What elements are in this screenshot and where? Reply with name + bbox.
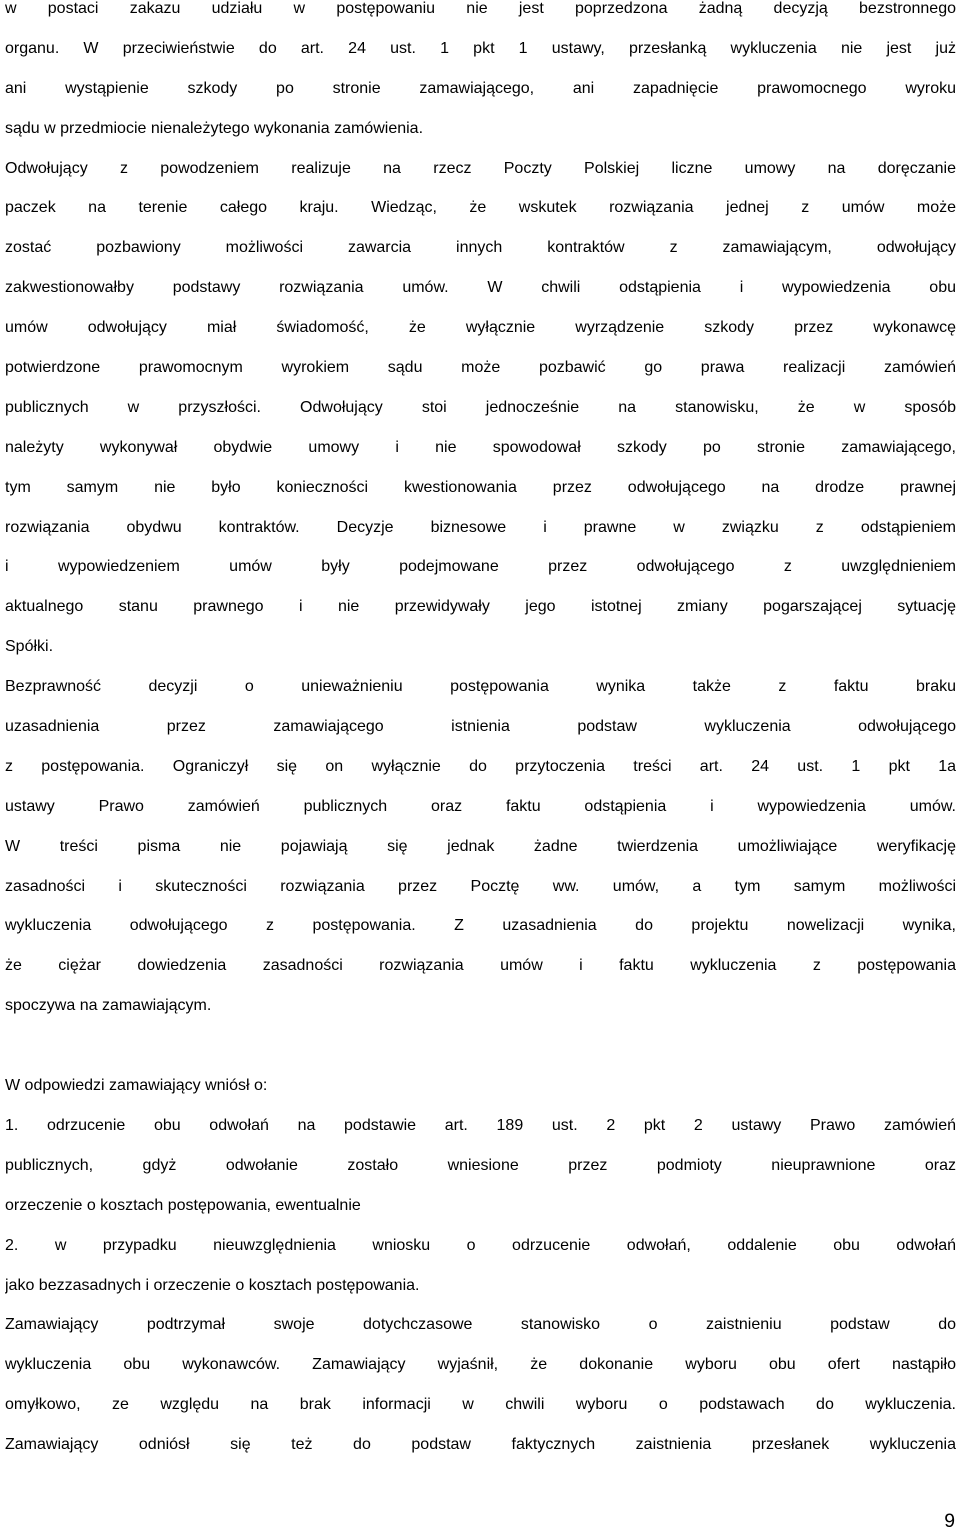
text-line: zakwestionowałby podstawy rozwiązania umów. W chwili odstąpienia i wypowiedzenia obu bbox=[5, 279, 956, 297]
text-line: omyłkowo, ze względu na brak informacji w chwili wyboru o podstawach do wykluczenia. bbox=[5, 1396, 956, 1414]
text-line: w postaci zakazu udziału w postępowaniu nie jest poprzedzona żadną decyzją bezstronnego bbox=[5, 0, 956, 17]
text-line: wykluczenia odwołującego z postępowania. Z uzasadnienia do projektu nowelizacji wynika, bbox=[5, 917, 956, 935]
text-line: wykluczenia obu wykonawców. Zamawiający wyjaśnił, że dokonanie wyboru obu ofert nastąpiło bbox=[5, 1356, 956, 1374]
paragraph bbox=[5, 160, 956, 679]
text-line: umów odwołujący miał świadomość, że wyłącznie wyrządzenie szkody przez wykonawcę bbox=[5, 319, 956, 337]
list-item-line: 2. w przypadku nieuwzględnienia wniosku o odrzucenie odwołań, oddalenie obu odwołań bbox=[5, 1236, 956, 1254]
paragraph bbox=[5, 1077, 956, 1316]
text-line: zasadności i skuteczności rozwiązania przez Pocztę ww. umów, a tym samym możliwości bbox=[5, 877, 956, 895]
paragraph bbox=[5, 678, 956, 1037]
text-line: Bezprawność decyzji o unieważnieniu postępowania wynika także z faktu braku bbox=[5, 678, 956, 696]
text-line: rozwiązania obydwu kontraktów. Decyzje biznesowe i prawne w związku z odstąpieniem bbox=[5, 518, 956, 536]
text-line: sądu w przedmiocie nienależytego wykonania zamówienia. bbox=[5, 119, 424, 137]
text-line: Zamawiający podtrzymał swoje dotychczasowe stanowisko o zaistnieniu podstaw do bbox=[5, 1316, 956, 1334]
text-line: publicznych w przyszłości. Odwołujący stoi jednocześnie na stanowisku, że w sposób bbox=[5, 398, 956, 416]
text-line: ani wystąpienie szkody po stronie zamawiającego, ani zapadnięcie prawomocnego wyroku bbox=[5, 79, 956, 97]
text-line: uzasadnienia przez zamawiającego istnienia podstaw wykluczenia odwołującego bbox=[5, 718, 956, 736]
text-line: potwierdzone prawomocnym wyrokiem sądu może pozbawić go prawa realizacji zamówień bbox=[5, 359, 956, 377]
text-line: i wypowiedzeniem umów były podejmowane przez odwołującego z uwzględnieniem bbox=[5, 558, 956, 576]
text-line: zostać pozbawiony możliwości zawarcia innych kontraktów z zamawiającym, odwołujący bbox=[5, 239, 956, 257]
paragraph bbox=[5, 0, 956, 160]
text-line: spoczywa na zamawiającym. bbox=[5, 997, 212, 1015]
paragraph bbox=[5, 1316, 956, 1476]
text-line: tym samym nie było konieczności kwestionowania przez odwołującego na drodze prawnej bbox=[5, 478, 956, 496]
text-line: W odpowiedzi zamawiający wniósł o: bbox=[5, 1077, 268, 1095]
text-line: organu. W przeciwieństwie do art. 24 ust. 1 pkt 1 ustawy, przesłanką wykluczenia nie jest już bbox=[5, 39, 956, 57]
text-line: aktualnego stanu prawnego i nie przewidywały jego istotnej zmiany pogarszającej sytuację bbox=[5, 598, 956, 616]
text-line: paczek na terenie całego kraju. Wiedząc, że wskutek rozwiązania jednej z umów może bbox=[5, 199, 956, 217]
list-item-line: 1. odrzucenie obu odwołań na podstawie art. 189 ust. 2 pkt 2 ustawy Prawo zamówień bbox=[5, 1116, 956, 1134]
text-line: W treści pisma nie pojawiają się jednak żadne twierdzenia umożliwiające weryfikację bbox=[5, 837, 956, 855]
text-line: Odwołujący z powodzeniem realizuje na rzecz Poczty Polskiej liczne umowy na doręczanie bbox=[5, 159, 956, 177]
list-item-line: publicznych, gdyż odwołanie zostało wniesione przez podmioty nieuprawnione oraz bbox=[5, 1156, 956, 1174]
text-line: ustawy Prawo zamówień publicznych oraz faktu odstąpienia i wypowiedzenia umów. bbox=[5, 797, 956, 815]
text-line: Zamawiający odniósł się też do podstaw faktycznych zaistnienia przesłanek wykluczenia bbox=[5, 1436, 956, 1454]
text-line: Spółki. bbox=[5, 638, 54, 656]
document-page bbox=[5, 0, 956, 1476]
paragraph-gap bbox=[5, 1037, 956, 1077]
text-line: z postępowania. Ograniczył się on wyłącznie do przytoczenia treści art. 24 ust. 1 pkt 1a bbox=[5, 757, 956, 775]
text-line: należyty wykonywał obydwie umowy i nie spowodował szkody po stronie zamawiającego, bbox=[5, 438, 956, 456]
page-number: 9 bbox=[944, 1510, 955, 1532]
list-item-line: orzeczenie o kosztach postępowania, ewentualnie bbox=[5, 1196, 361, 1214]
text-line: że ciężar dowiedzenia zasadności rozwiązania umów i faktu wykluczenia z postępowania bbox=[5, 957, 956, 975]
list-item-line: jako bezzasadnych i orzeczenie o kosztach postępowania. bbox=[5, 1276, 420, 1294]
